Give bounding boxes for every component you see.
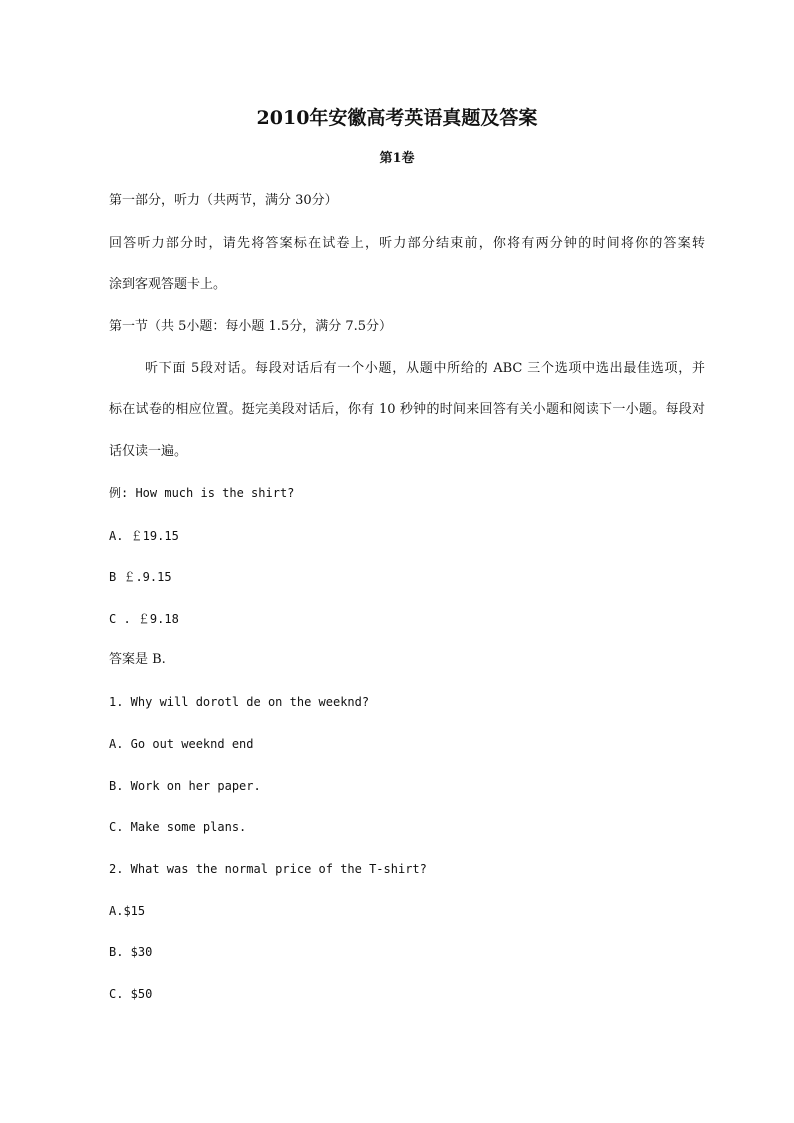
example-option-c: C . ￡9.18: [109, 612, 179, 626]
question-1-option-a: A. Go out weeknd end: [109, 737, 254, 751]
example-option-b: B ￡.9.15: [109, 570, 172, 584]
section1-directions-line-2: 标在试卷的相应位置。挺完美段对话后，你有 10 秒钟的时间来回答有关小题和阅读下一小题。每段对: [109, 402, 705, 417]
question-2-option-c: C. $50: [109, 987, 153, 1001]
section1-heading: 第一节（共 5小题：每小题 1.5分，满分 7.5分）: [109, 319, 393, 334]
question-1-stem: 1. Why will dorotl de on the weeknd?: [109, 695, 370, 709]
question-1-option-c: C. Make some plans.: [109, 820, 247, 834]
section1-directions-line-1: 听下面 5段对话。每段对话后有一个小题，从题中所给的 ABC 三个选项中选出最佳选项，并: [145, 361, 705, 376]
example-option-a: A. ￡19.15: [109, 529, 179, 543]
example-answer: 答案是 B.: [109, 652, 166, 667]
question-2-option-b: B. $30: [109, 945, 153, 959]
document-title: 2010年安徽高考英语真题及答案: [256, 107, 538, 129]
section1-directions-line-3: 话仅读一遍。: [109, 444, 188, 459]
instructions-line-1: 回答听力部分时，请先将答案标在试卷上，听力部分结束前，你将有两分钟的时间将你的答案转: [109, 236, 705, 251]
question-2-stem: 2. What was the normal price of the T-shirt?: [109, 862, 427, 876]
question-2-option-a: A.$15: [109, 904, 146, 918]
example-question: 例: How much is the shirt?: [109, 486, 295, 500]
question-1-option-b: B. Work on her paper.: [109, 779, 261, 793]
instructions-line-2: 涂到客观答题卡上。: [109, 277, 227, 292]
part-heading: 第一部分，听力（共两节，满分 30分）: [109, 193, 338, 208]
volume-label: 第1卷: [379, 151, 415, 166]
